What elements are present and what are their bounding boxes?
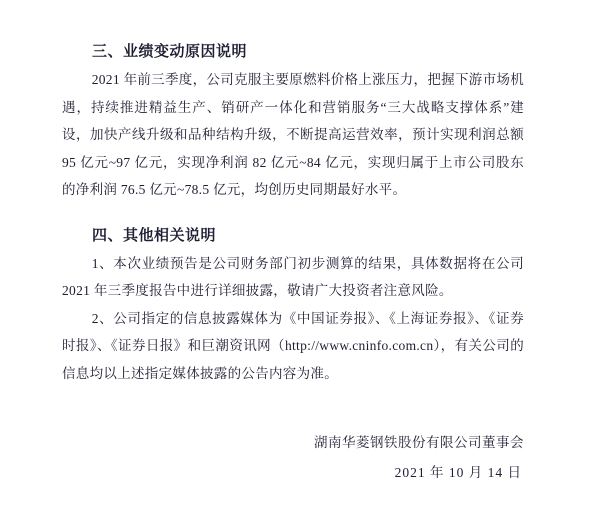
paragraph-other-note-2: 2、公司指定的信息披露媒体为《中国证券报》、《上海证券报》、《证券时报》、《证券日报》和巨潮资讯网（http://www.cninfo.com.cn），有关公司的信息均以上述指定媒体披露的公告内容为准。 [62,310,524,381]
section-heading-performance-change-reasons: 三、业绩变动原因说明 [92,44,248,60]
signature-block [62,429,524,486]
document-content [62,38,524,486]
signature-date: 2021 年 10 月 14 日 [394,464,522,480]
signature-company-name: 湖南华菱钢铁股份有限公司董事会 [314,435,524,450]
section-heading-other-notes: 四、其他相关说明 [92,227,217,244]
paragraph-other-note-1: 1、本次业绩预告是公司财务部门初步测算的结果，具体数据将在公司 2021 年三季度报告中进行详细披露，敬请广大投资者注意风险。 [62,255,524,298]
paragraph-performance-change-detail: 2021 年前三季度，公司克服主要原燃料价格上涨压力，把握下游市场机遇，持续推进精益生产、销研产一体化和营销服务“三大战略支撑体系”建设，加快产线升级和品种结构升级，不断提高运营效率，预计实现利润总额 95 亿元~97 亿元，实现净利润 82 亿元~84 亿元，实现归属于上市公司股东的净利润 76.5 亿元~78.5 亿元，均创历史同期最好水平。 [62,72,524,197]
